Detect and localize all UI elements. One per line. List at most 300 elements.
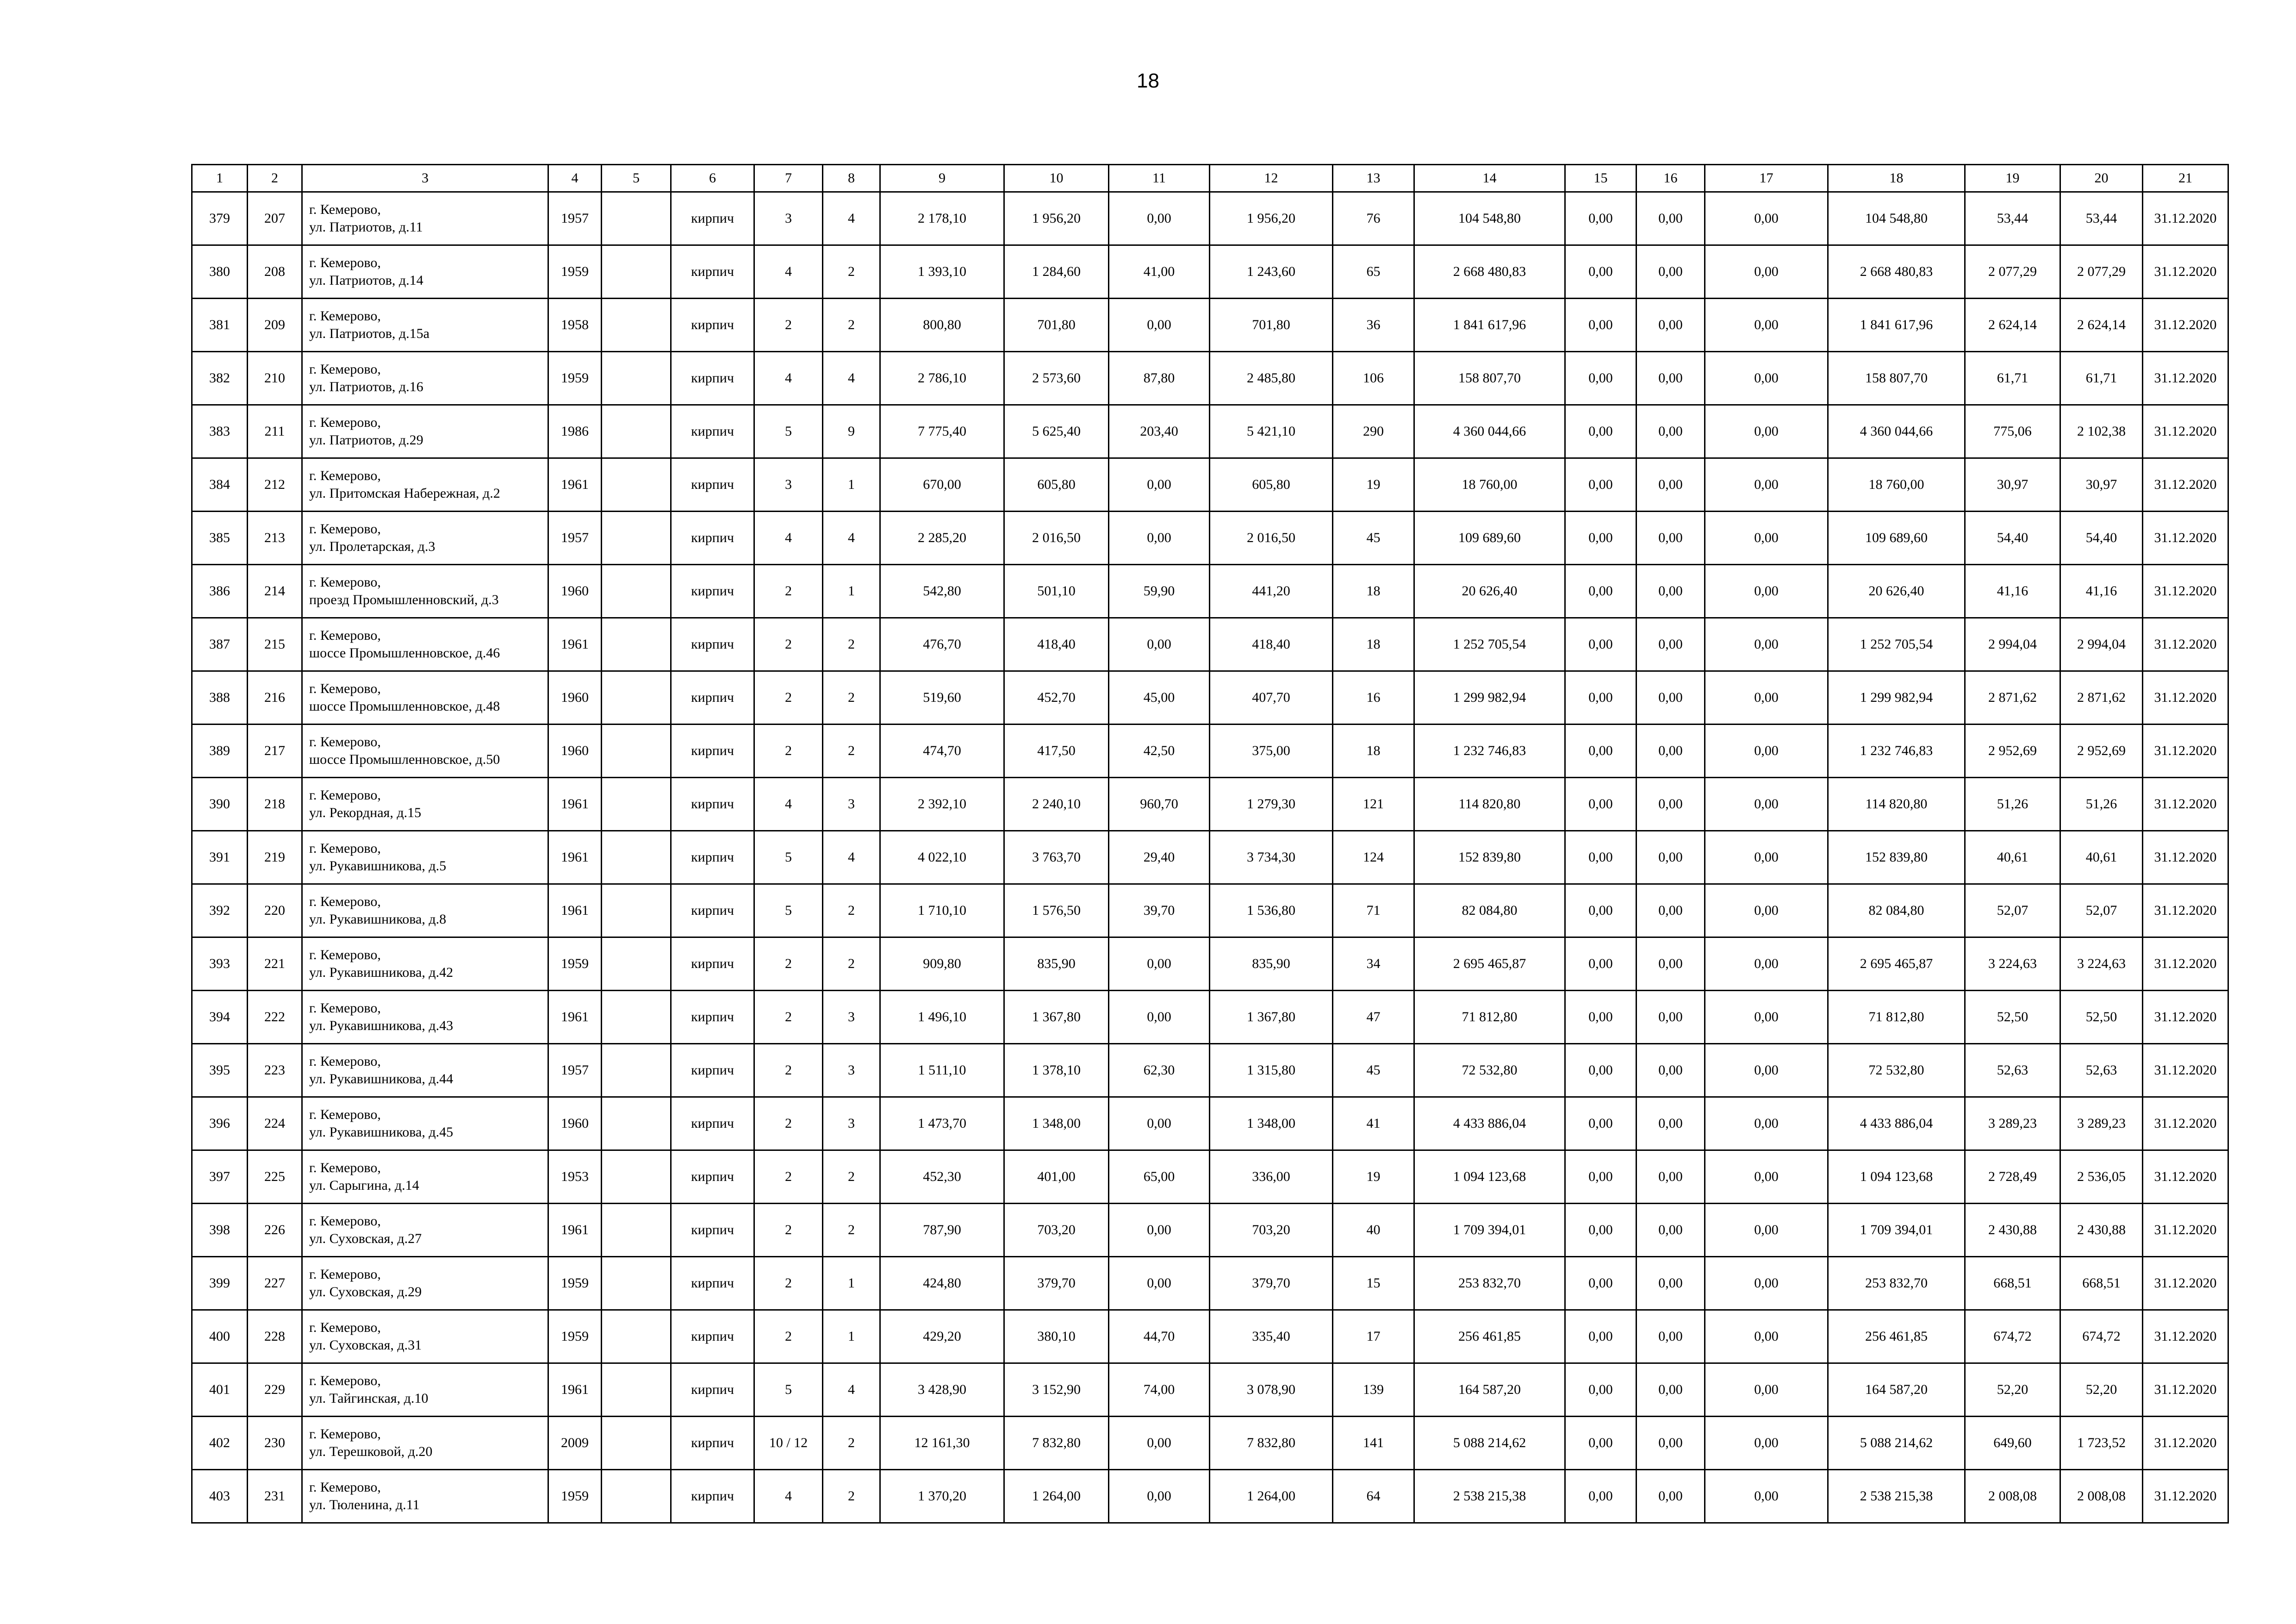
cell-col-4: 1960 xyxy=(548,565,602,618)
cell-col-2: 222 xyxy=(248,991,302,1044)
cell-col-4: 1960 xyxy=(548,1097,602,1150)
cell-col-1: 400 xyxy=(192,1310,248,1363)
cell-col-9: 1 370,20 xyxy=(880,1470,1004,1523)
address-cell xyxy=(302,1097,548,1150)
cell-col-21: 31.12.2020 xyxy=(2143,1097,2228,1150)
cell-col-21: 31.12.2020 xyxy=(2143,352,2228,405)
address-city: г. Кемерово, xyxy=(309,308,381,324)
cell-col-17: 0,00 xyxy=(1705,1204,1828,1257)
cell-col-6: кирпич xyxy=(671,1044,754,1097)
cell-col-16: 0,00 xyxy=(1636,778,1705,831)
cell-col-11: 42,50 xyxy=(1109,725,1210,778)
cell-col-6: кирпич xyxy=(671,618,754,671)
cell-col-11: 45,00 xyxy=(1109,671,1210,725)
cell-col-21: 31.12.2020 xyxy=(2143,565,2228,618)
cell-col-8: 2 xyxy=(823,1470,880,1523)
cell-col-15: 0,00 xyxy=(1565,458,1636,512)
cell-col-11: 0,00 xyxy=(1109,937,1210,991)
cell-col-16: 0,00 xyxy=(1636,725,1705,778)
cell-col-1: 382 xyxy=(192,352,248,405)
cell-col-12: 441,20 xyxy=(1210,565,1333,618)
column-number-row xyxy=(192,165,2228,192)
cell-col-1: 388 xyxy=(192,671,248,725)
cell-col-20: 40,61 xyxy=(2060,831,2143,884)
cell-col-8: 1 xyxy=(823,1310,880,1363)
address-street: ул. Рукавишникова, д.43 xyxy=(309,1018,454,1033)
cell-col-5 xyxy=(602,618,671,671)
cell-col-13: 124 xyxy=(1333,831,1414,884)
cell-col-14: 18 760,00 xyxy=(1414,458,1565,512)
cell-col-4: 1961 xyxy=(548,618,602,671)
cell-col-16: 0,00 xyxy=(1636,458,1705,512)
cell-col-9: 474,70 xyxy=(880,725,1004,778)
cell-col-5 xyxy=(602,1097,671,1150)
address-cell xyxy=(302,778,548,831)
address-street: ул. Сарыгина, д.14 xyxy=(309,1178,419,1193)
column-header-18: 18 xyxy=(1828,165,1965,192)
cell-col-17: 0,00 xyxy=(1705,245,1828,299)
cell-col-2: 226 xyxy=(248,1204,302,1257)
cell-col-19: 2 952,69 xyxy=(1965,725,2060,778)
address-cell xyxy=(302,1257,548,1310)
cell-col-10: 1 378,10 xyxy=(1004,1044,1109,1097)
cell-col-16: 0,00 xyxy=(1636,1204,1705,1257)
cell-col-14: 104 548,80 xyxy=(1414,192,1565,245)
cell-col-16: 0,00 xyxy=(1636,245,1705,299)
column-header-9: 9 xyxy=(880,165,1004,192)
cell-col-4: 1957 xyxy=(548,1044,602,1097)
cell-col-14: 2 695 465,87 xyxy=(1414,937,1565,991)
cell-col-6: кирпич xyxy=(671,565,754,618)
cell-col-7: 2 xyxy=(754,1310,823,1363)
cell-col-13: 45 xyxy=(1333,1044,1414,1097)
address-cell xyxy=(302,1417,548,1470)
cell-col-10: 1 576,50 xyxy=(1004,884,1109,937)
cell-col-1: 403 xyxy=(192,1470,248,1523)
cell-col-21: 31.12.2020 xyxy=(2143,778,2228,831)
cell-col-8: 3 xyxy=(823,991,880,1044)
cell-col-15: 0,00 xyxy=(1565,1417,1636,1470)
address-city: г. Кемерово, xyxy=(309,415,381,430)
cell-col-1: 398 xyxy=(192,1204,248,1257)
cell-col-11: 62,30 xyxy=(1109,1044,1210,1097)
cell-col-13: 106 xyxy=(1333,352,1414,405)
cell-col-6: кирпич xyxy=(671,1150,754,1204)
cell-col-21: 31.12.2020 xyxy=(2143,299,2228,352)
cell-col-15: 0,00 xyxy=(1565,1363,1636,1417)
cell-col-5 xyxy=(602,1310,671,1363)
cell-col-6: кирпич xyxy=(671,1097,754,1150)
cell-col-10: 3 152,90 xyxy=(1004,1363,1109,1417)
cell-col-15: 0,00 xyxy=(1565,299,1636,352)
address-street: ул. Суховская, д.29 xyxy=(309,1284,422,1299)
cell-col-14: 1 841 617,96 xyxy=(1414,299,1565,352)
cell-col-12: 1 264,00 xyxy=(1210,1470,1333,1523)
cell-col-2: 217 xyxy=(248,725,302,778)
cell-col-8: 4 xyxy=(823,512,880,565)
cell-col-10: 701,80 xyxy=(1004,299,1109,352)
cell-col-8: 2 xyxy=(823,1150,880,1204)
cell-col-5 xyxy=(602,1204,671,1257)
cell-col-17: 0,00 xyxy=(1705,884,1828,937)
cell-col-5 xyxy=(602,991,671,1044)
address-street: ул. Суховская, д.27 xyxy=(309,1231,422,1246)
address-city: г. Кемерово, xyxy=(309,787,381,803)
column-header-7: 7 xyxy=(754,165,823,192)
cell-col-14: 82 084,80 xyxy=(1414,884,1565,937)
cell-col-18: 4 360 044,66 xyxy=(1828,405,1965,458)
cell-col-5 xyxy=(602,299,671,352)
cell-col-12: 1 243,60 xyxy=(1210,245,1333,299)
address-street: шоссе Промышленновское, д.50 xyxy=(309,752,500,767)
column-header-10: 10 xyxy=(1004,165,1109,192)
table-row xyxy=(192,1310,2228,1363)
cell-col-1: 393 xyxy=(192,937,248,991)
address-city: г. Кемерово, xyxy=(309,521,381,537)
cell-col-1: 390 xyxy=(192,778,248,831)
cell-col-5 xyxy=(602,192,671,245)
cell-col-21: 31.12.2020 xyxy=(2143,991,2228,1044)
cell-col-12: 1 315,80 xyxy=(1210,1044,1333,1097)
address-street: ул. Суховская, д.31 xyxy=(309,1337,422,1353)
cell-col-20: 2 952,69 xyxy=(2060,725,2143,778)
cell-col-9: 542,80 xyxy=(880,565,1004,618)
cell-col-8: 3 xyxy=(823,1044,880,1097)
address-street: ул. Рукавишникова, д.8 xyxy=(309,912,447,927)
cell-col-10: 2 240,10 xyxy=(1004,778,1109,831)
address-cell xyxy=(302,299,548,352)
cell-col-18: 1 252 705,54 xyxy=(1828,618,1965,671)
address-cell xyxy=(302,1204,548,1257)
table-row xyxy=(192,245,2228,299)
address-city: г. Кемерово, xyxy=(309,1426,381,1442)
cell-col-15: 0,00 xyxy=(1565,618,1636,671)
cell-col-15: 0,00 xyxy=(1565,725,1636,778)
cell-col-10: 703,20 xyxy=(1004,1204,1109,1257)
cell-col-17: 0,00 xyxy=(1705,671,1828,725)
cell-col-16: 0,00 xyxy=(1636,565,1705,618)
cell-col-1: 401 xyxy=(192,1363,248,1417)
cell-col-9: 452,30 xyxy=(880,1150,1004,1204)
cell-col-14: 1 094 123,68 xyxy=(1414,1150,1565,1204)
cell-col-14: 1 299 982,94 xyxy=(1414,671,1565,725)
cell-col-7: 10 / 12 xyxy=(754,1417,823,1470)
cell-col-16: 0,00 xyxy=(1636,352,1705,405)
cell-col-7: 4 xyxy=(754,1470,823,1523)
cell-col-20: 52,63 xyxy=(2060,1044,2143,1097)
cell-col-4: 1961 xyxy=(548,778,602,831)
cell-col-11: 29,40 xyxy=(1109,831,1210,884)
cell-col-19: 54,40 xyxy=(1965,512,2060,565)
cell-col-9: 1 511,10 xyxy=(880,1044,1004,1097)
cell-col-16: 0,00 xyxy=(1636,512,1705,565)
cell-col-5 xyxy=(602,778,671,831)
address-street: проезд Промышленновский, д.3 xyxy=(309,592,499,607)
cell-col-10: 5 625,40 xyxy=(1004,405,1109,458)
cell-col-4: 1961 xyxy=(548,991,602,1044)
cell-col-10: 835,90 xyxy=(1004,937,1109,991)
cell-col-19: 3 289,23 xyxy=(1965,1097,2060,1150)
cell-col-14: 71 812,80 xyxy=(1414,991,1565,1044)
cell-col-12: 2 016,50 xyxy=(1210,512,1333,565)
address-street: ул. Патриотов, д.11 xyxy=(309,219,423,235)
column-header-6: 6 xyxy=(671,165,754,192)
cell-col-12: 1 536,80 xyxy=(1210,884,1333,937)
cell-col-15: 0,00 xyxy=(1565,937,1636,991)
cell-col-8: 1 xyxy=(823,1257,880,1310)
cell-col-4: 1959 xyxy=(548,937,602,991)
cell-col-20: 674,72 xyxy=(2060,1310,2143,1363)
cell-col-20: 54,40 xyxy=(2060,512,2143,565)
address-city: г. Кемерово, xyxy=(309,1000,381,1016)
cell-col-17: 0,00 xyxy=(1705,1363,1828,1417)
cell-col-20: 3 289,23 xyxy=(2060,1097,2143,1150)
cell-col-21: 31.12.2020 xyxy=(2143,1470,2228,1523)
cell-col-19: 2 871,62 xyxy=(1965,671,2060,725)
cell-col-11: 203,40 xyxy=(1109,405,1210,458)
cell-col-12: 379,70 xyxy=(1210,1257,1333,1310)
cell-col-4: 1957 xyxy=(548,512,602,565)
cell-col-9: 1 393,10 xyxy=(880,245,1004,299)
address-city: г. Кемерово, xyxy=(309,841,381,856)
cell-col-15: 0,00 xyxy=(1565,671,1636,725)
cell-col-9: 1 496,10 xyxy=(880,991,1004,1044)
cell-col-11: 59,90 xyxy=(1109,565,1210,618)
cell-col-7: 4 xyxy=(754,245,823,299)
cell-col-5 xyxy=(602,1257,671,1310)
cell-col-10: 401,00 xyxy=(1004,1150,1109,1204)
cell-col-9: 2 786,10 xyxy=(880,352,1004,405)
cell-col-14: 253 832,70 xyxy=(1414,1257,1565,1310)
cell-col-1: 383 xyxy=(192,405,248,458)
address-cell xyxy=(302,458,548,512)
cell-col-6: кирпич xyxy=(671,937,754,991)
table-row xyxy=(192,299,2228,352)
cell-col-5 xyxy=(602,1150,671,1204)
cell-col-9: 519,60 xyxy=(880,671,1004,725)
cell-col-20: 2 624,14 xyxy=(2060,299,2143,352)
housing-register-table xyxy=(191,164,2229,1524)
address-city: г. Кемерово, xyxy=(309,255,381,270)
cell-col-1: 380 xyxy=(192,245,248,299)
cell-col-10: 605,80 xyxy=(1004,458,1109,512)
cell-col-20: 52,50 xyxy=(2060,991,2143,1044)
cell-col-18: 5 088 214,62 xyxy=(1828,1417,1965,1470)
cell-col-12: 7 832,80 xyxy=(1210,1417,1333,1470)
cell-col-20: 30,97 xyxy=(2060,458,2143,512)
cell-col-19: 30,97 xyxy=(1965,458,2060,512)
cell-col-4: 1959 xyxy=(548,1310,602,1363)
cell-col-11: 0,00 xyxy=(1109,192,1210,245)
cell-col-7: 2 xyxy=(754,1097,823,1150)
cell-col-12: 1 348,00 xyxy=(1210,1097,1333,1150)
cell-col-14: 1 232 746,83 xyxy=(1414,725,1565,778)
cell-col-13: 47 xyxy=(1333,991,1414,1044)
cell-col-18: 1 299 982,94 xyxy=(1828,671,1965,725)
cell-col-14: 158 807,70 xyxy=(1414,352,1565,405)
cell-col-6: кирпич xyxy=(671,1310,754,1363)
address-street: ул. Пролетарская, д.3 xyxy=(309,539,436,554)
cell-col-19: 40,61 xyxy=(1965,831,2060,884)
table-row xyxy=(192,1150,2228,1204)
cell-col-12: 701,80 xyxy=(1210,299,1333,352)
cell-col-16: 0,00 xyxy=(1636,831,1705,884)
cell-col-2: 211 xyxy=(248,405,302,458)
cell-col-7: 2 xyxy=(754,618,823,671)
address-cell xyxy=(302,405,548,458)
cell-col-10: 2 573,60 xyxy=(1004,352,1109,405)
cell-col-14: 2 538 215,38 xyxy=(1414,1470,1565,1523)
table-row xyxy=(192,1470,2228,1523)
address-cell xyxy=(302,991,548,1044)
cell-col-21: 31.12.2020 xyxy=(2143,1417,2228,1470)
cell-col-21: 31.12.2020 xyxy=(2143,512,2228,565)
table-row xyxy=(192,618,2228,671)
cell-col-18: 2 538 215,38 xyxy=(1828,1470,1965,1523)
cell-col-2: 229 xyxy=(248,1363,302,1417)
cell-col-19: 2 077,29 xyxy=(1965,245,2060,299)
cell-col-9: 7 775,40 xyxy=(880,405,1004,458)
address-cell xyxy=(302,192,548,245)
cell-col-15: 0,00 xyxy=(1565,1257,1636,1310)
cell-col-18: 152 839,80 xyxy=(1828,831,1965,884)
cell-col-16: 0,00 xyxy=(1636,1257,1705,1310)
cell-col-4: 1959 xyxy=(548,1470,602,1523)
cell-col-6: кирпич xyxy=(671,1470,754,1523)
cell-col-6: кирпич xyxy=(671,1417,754,1470)
cell-col-2: 224 xyxy=(248,1097,302,1150)
cell-col-4: 1957 xyxy=(548,192,602,245)
cell-col-2: 225 xyxy=(248,1150,302,1204)
cell-col-18: 256 461,85 xyxy=(1828,1310,1965,1363)
cell-col-16: 0,00 xyxy=(1636,1417,1705,1470)
cell-col-6: кирпич xyxy=(671,1363,754,1417)
cell-col-8: 2 xyxy=(823,1204,880,1257)
cell-col-8: 3 xyxy=(823,1097,880,1150)
cell-col-12: 605,80 xyxy=(1210,458,1333,512)
cell-col-7: 4 xyxy=(754,352,823,405)
cell-col-14: 72 532,80 xyxy=(1414,1044,1565,1097)
cell-col-7: 5 xyxy=(754,1363,823,1417)
cell-col-19: 52,50 xyxy=(1965,991,2060,1044)
cell-col-4: 1959 xyxy=(548,245,602,299)
cell-col-19: 3 224,63 xyxy=(1965,937,2060,991)
cell-col-6: кирпич xyxy=(671,778,754,831)
cell-col-1: 399 xyxy=(192,1257,248,1310)
cell-col-14: 2 668 480,83 xyxy=(1414,245,1565,299)
cell-col-9: 670,00 xyxy=(880,458,1004,512)
table-row xyxy=(192,1417,2228,1470)
cell-col-13: 18 xyxy=(1333,725,1414,778)
cell-col-12: 407,70 xyxy=(1210,671,1333,725)
cell-col-20: 41,16 xyxy=(2060,565,2143,618)
cell-col-19: 2 994,04 xyxy=(1965,618,2060,671)
table-row xyxy=(192,884,2228,937)
cell-col-1: 384 xyxy=(192,458,248,512)
cell-col-2: 210 xyxy=(248,352,302,405)
cell-col-11: 0,00 xyxy=(1109,512,1210,565)
page-number: 18 xyxy=(1137,69,1159,92)
address-city: г. Кемерово, xyxy=(309,1480,381,1495)
table-row xyxy=(192,192,2228,245)
cell-col-10: 379,70 xyxy=(1004,1257,1109,1310)
cell-col-8: 1 xyxy=(823,565,880,618)
cell-col-8: 1 xyxy=(823,458,880,512)
address-cell xyxy=(302,1150,548,1204)
cell-col-13: 18 xyxy=(1333,618,1414,671)
cell-col-7: 2 xyxy=(754,1044,823,1097)
cell-col-8: 2 xyxy=(823,618,880,671)
column-header-2: 2 xyxy=(248,165,302,192)
cell-col-13: 65 xyxy=(1333,245,1414,299)
cell-col-18: 2 695 465,87 xyxy=(1828,937,1965,991)
address-city: г. Кемерово, xyxy=(309,734,381,750)
table-row xyxy=(192,1363,2228,1417)
cell-col-15: 0,00 xyxy=(1565,512,1636,565)
address-city: г. Кемерово, xyxy=(309,575,381,590)
cell-col-14: 109 689,60 xyxy=(1414,512,1565,565)
cell-col-14: 1 709 394,01 xyxy=(1414,1204,1565,1257)
cell-col-2: 227 xyxy=(248,1257,302,1310)
cell-col-16: 0,00 xyxy=(1636,937,1705,991)
table-row xyxy=(192,937,2228,991)
cell-col-4: 1960 xyxy=(548,725,602,778)
cell-col-2: 220 xyxy=(248,884,302,937)
cell-col-10: 1 367,80 xyxy=(1004,991,1109,1044)
cell-col-19: 52,07 xyxy=(1965,884,2060,937)
address-cell xyxy=(302,831,548,884)
cell-col-16: 0,00 xyxy=(1636,1310,1705,1363)
cell-col-5 xyxy=(602,725,671,778)
cell-col-19: 2 624,14 xyxy=(1965,299,2060,352)
cell-col-2: 219 xyxy=(248,831,302,884)
cell-col-8: 2 xyxy=(823,299,880,352)
cell-col-13: 64 xyxy=(1333,1470,1414,1523)
cell-col-15: 0,00 xyxy=(1565,778,1636,831)
address-cell xyxy=(302,245,548,299)
address-street: ул. Патриотов, д.15а xyxy=(309,326,429,341)
cell-col-11: 65,00 xyxy=(1109,1150,1210,1204)
cell-col-4: 1953 xyxy=(548,1150,602,1204)
column-header-16: 16 xyxy=(1636,165,1705,192)
cell-col-21: 31.12.2020 xyxy=(2143,405,2228,458)
cell-col-7: 5 xyxy=(754,831,823,884)
cell-col-14: 164 587,20 xyxy=(1414,1363,1565,1417)
address-street: ул. Притомская Набережная, д.2 xyxy=(309,486,500,501)
cell-col-9: 424,80 xyxy=(880,1257,1004,1310)
cell-col-1: 397 xyxy=(192,1150,248,1204)
address-city: г. Кемерово, xyxy=(309,1107,381,1122)
cell-col-21: 31.12.2020 xyxy=(2143,671,2228,725)
address-cell xyxy=(302,725,548,778)
cell-col-11: 0,00 xyxy=(1109,1470,1210,1523)
address-cell xyxy=(302,565,548,618)
cell-col-13: 19 xyxy=(1333,458,1414,512)
cell-col-11: 960,70 xyxy=(1109,778,1210,831)
cell-col-14: 256 461,85 xyxy=(1414,1310,1565,1363)
cell-col-10: 418,40 xyxy=(1004,618,1109,671)
cell-col-6: кирпич xyxy=(671,458,754,512)
cell-col-2: 230 xyxy=(248,1417,302,1470)
cell-col-1: 379 xyxy=(192,192,248,245)
cell-col-13: 41 xyxy=(1333,1097,1414,1150)
cell-col-13: 40 xyxy=(1333,1204,1414,1257)
cell-col-13: 139 xyxy=(1333,1363,1414,1417)
cell-col-16: 0,00 xyxy=(1636,1470,1705,1523)
cell-col-15: 0,00 xyxy=(1565,1204,1636,1257)
table-row xyxy=(192,352,2228,405)
cell-col-18: 158 807,70 xyxy=(1828,352,1965,405)
